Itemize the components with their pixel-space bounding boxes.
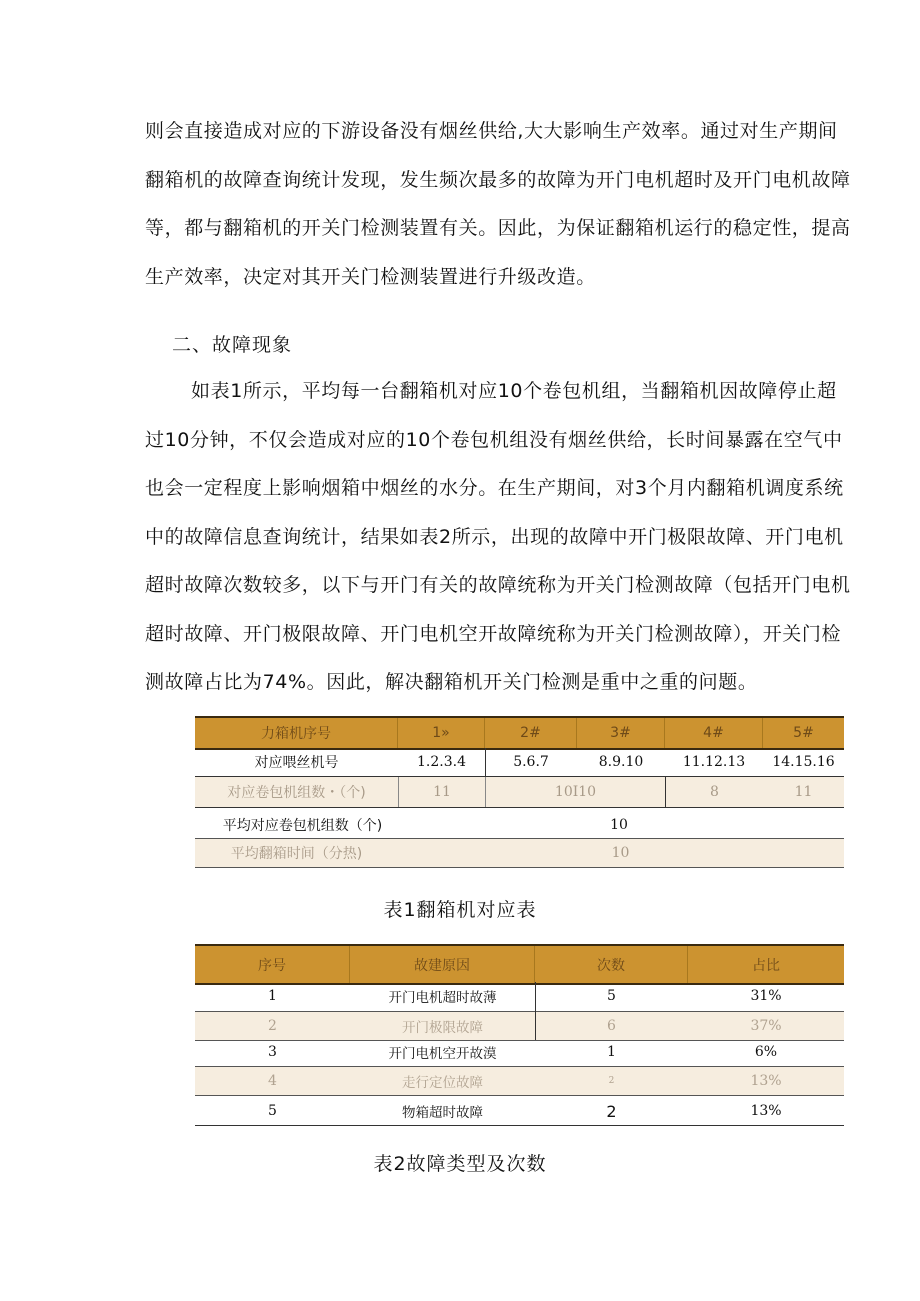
header-cell: 5#: [793, 725, 814, 741]
table-cell: 14.15.16: [772, 754, 835, 770]
table-cell: 11.12.13: [682, 754, 746, 770]
table-cell: 1: [607, 1044, 616, 1060]
table-2-header: [195, 944, 844, 985]
table-cell: 13%: [750, 1103, 782, 1119]
table-row: [195, 748, 844, 776]
divider: [535, 982, 536, 1040]
table-cell: 10: [611, 845, 630, 861]
table-cell: 2: [608, 1076, 615, 1086]
table-cell: 6%: [754, 1044, 778, 1060]
table-cell: 开门电机空开故漠: [388, 1046, 497, 1062]
table-cell: 37%: [750, 1018, 782, 1034]
intro-paragraph: 则会直接造成对应的下游设备没有烟丝供给,大大影响生产效率。通过对生产期间翻箱机的故障查询统计发现，发生频次最多的故障为开门电机超时及开门电机故障等，都与翻箱机的开关门检测装置有关。因此，为保证翻箱机运行的稳定性，提高生产效率，决定对其开关门检测装置进行升级改造。: [145, 120, 851, 288]
header-cell: 故建原因: [350, 946, 535, 983]
table-cell: 8: [665, 777, 763, 807]
table-cell: 5: [607, 988, 616, 1004]
table-cell: 2: [268, 1018, 277, 1034]
header-cell: 序号: [195, 946, 350, 983]
header-cell: 次数: [535, 946, 688, 983]
table-cell: 5: [268, 1103, 277, 1119]
table-row: [195, 838, 844, 868]
table-cell: 13%: [750, 1073, 782, 1089]
header-cell: 3#: [577, 718, 665, 748]
table-row: [195, 776, 844, 808]
table-cell: 1.2.3.4: [417, 754, 466, 770]
table-row: [195, 982, 844, 1010]
table-row: [195, 811, 844, 839]
table-2-caption: 表2故障类型及次数: [373, 1153, 547, 1175]
table-cell: 10: [610, 817, 628, 833]
table-cell: 物箱超时故障: [402, 1105, 483, 1121]
header-cell: 占比: [752, 957, 780, 974]
table-cell: 10I10: [485, 777, 665, 807]
table-cell: 开门极限故障: [402, 1020, 483, 1036]
table-1-header: [195, 716, 844, 750]
table-cell: 8.9.10: [598, 754, 644, 770]
table-cell: 2: [606, 1101, 617, 1121]
table-cell: 5.6.7: [513, 754, 549, 770]
row-label: 对应喂丝机号: [254, 755, 339, 771]
section-heading: 二、故障现象: [172, 334, 293, 356]
row-label: 平均翻箱时间（分热): [230, 846, 363, 862]
header-cell: 4#: [665, 718, 763, 748]
table-row: [195, 1011, 844, 1041]
row-label: 平均对应卷包机组数（个): [222, 818, 383, 834]
table-cell: 走行定位故障: [402, 1075, 483, 1091]
divider: [485, 748, 486, 776]
table-row: [195, 1066, 844, 1096]
table-row: [195, 1038, 844, 1066]
table-cell: 4: [268, 1073, 277, 1089]
table-cell: 3: [268, 1044, 277, 1060]
table-cell: 1: [268, 988, 277, 1004]
header-cell: 1»: [398, 718, 485, 748]
row-label: 对应卷包机组数・（个): [227, 785, 366, 801]
table-cell: 11: [794, 784, 813, 800]
header-cell: 2#: [485, 718, 577, 748]
table-cell: 6: [607, 1018, 616, 1034]
table-cell: 31%: [750, 988, 782, 1004]
header-cell: 力箱机序号: [195, 718, 398, 748]
table-1-caption: 表1翻箱机对应表: [383, 899, 537, 921]
table-row: [195, 1097, 844, 1126]
table-cell: 开门电机超时故薄: [388, 990, 497, 1006]
fault-description-paragraph: 如表1所示，平均每一台翻箱机对应10个卷包机组，当翻箱机因故障停止超过10分钟，不仅会造成对应的10个卷包机组没有烟丝供给，长时间暴露在空气中也会一定程度上影响烟箱中烟丝的水分。在生产期间，对3个月内翻箱机调度系统中的故障信息查询统计，结果如表2所示，出现的故障中开门极限故障、开门电机超时故障次数较多，以下与开门有关的故障统称为开关门检测故障（包括开门电机超时故障、开门极限故障、开门电机空开故障统称为开关门检测故障），开关门检测故障占比为74%。因此，解决翻箱机开关门检测是重中之重的问题。: [145, 380, 851, 693]
table-cell: 11: [398, 777, 485, 807]
